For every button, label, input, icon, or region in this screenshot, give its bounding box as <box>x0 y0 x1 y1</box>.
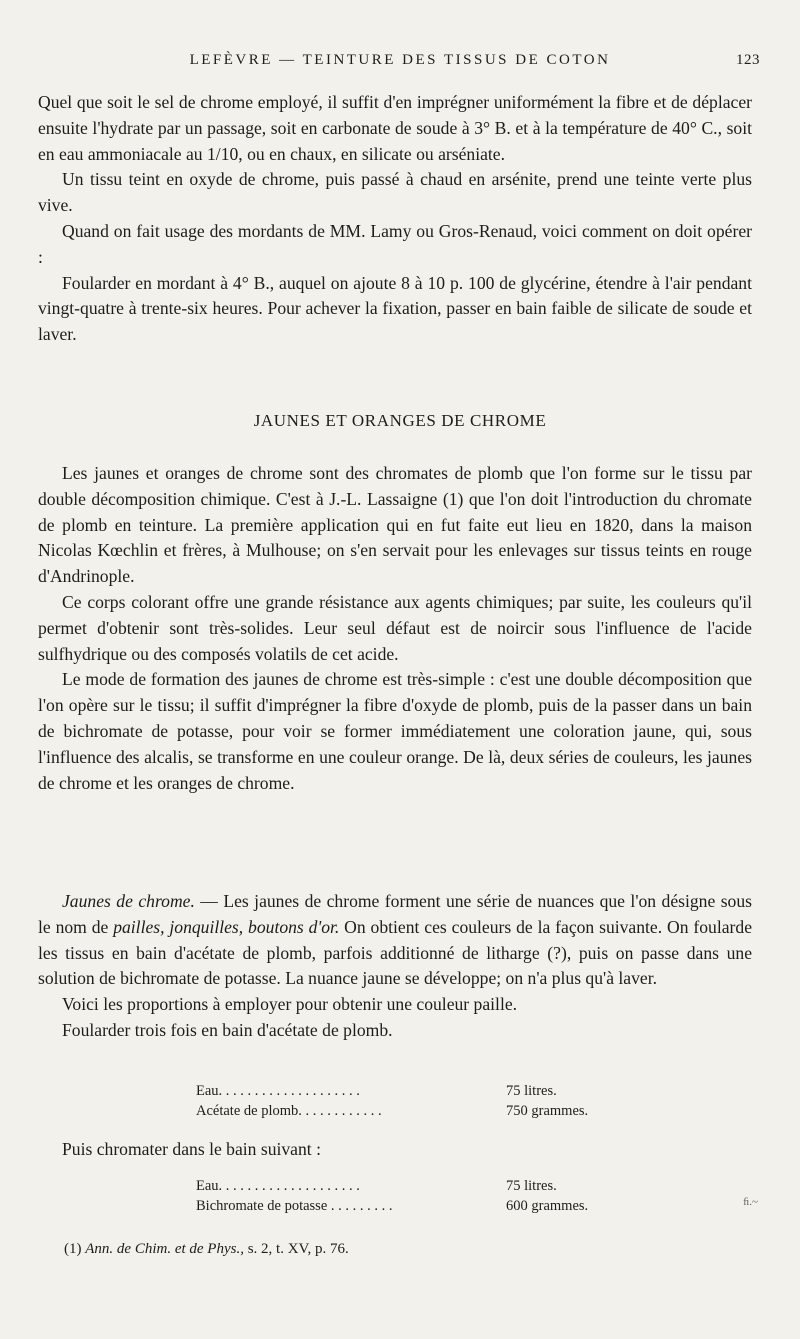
subsection-text-1: — Les jaunes de chrome forment une série de nuances que l'on désigne sous le nom de <box>38 891 752 937</box>
step-2: Puis chromater dans le bain suivant : <box>62 1139 321 1159</box>
proportions-intro: Voici les proportions à employer pour obtenir une couleur paille. <box>62 994 518 1015</box>
recipe-row <box>196 1103 610 1123</box>
corner-mark: ﬁ.~ <box>743 1196 758 1208</box>
subsection-paragraph <box>38 889 752 992</box>
top-text-block <box>38 90 752 348</box>
recipe-value: 75 litres. <box>506 1178 557 1194</box>
paragraph: Le mode de formation des jaunes de chrome est très-simple : c'est une double décomposition que l'on opère sur le tissu; il suffit d'imprégner la fibre d'oxyde de plomb, puis de la passer dans un bain de bichromate de potasse, pour voir se former immédiatement une coloration jaune, qui, sous l'influence des alcalis, se transforme en une couleur orange. De là, deux séries de couleurs, les jaunes de chrome et les oranges de chrome. <box>38 669 752 793</box>
recipe-value: 600 grammes. <box>506 1198 589 1214</box>
recipe-table-1 <box>196 1083 610 1123</box>
step-2-block <box>38 1137 752 1163</box>
running-header <box>38 52 762 78</box>
footnote-rest: s. 2, t. XV, p. 76. <box>243 1241 349 1257</box>
recipe-row <box>196 1198 610 1218</box>
footnote-marker: (1) <box>64 1241 86 1257</box>
recipe-row <box>196 1178 610 1198</box>
paragraph: Quel que soit le sel de chrome employé, il suffit d'en imprégner uniformément la fibre et de déplacer ensuite l'hydrate par un passage, soit en carbonate de soude à 3° B. et à la température de 40° C., soit en eau ammoniacale au 1/10, ou en chaux, en silicate ou arséniate. <box>38 92 752 164</box>
footnote-source: Ann. de Chim. et de Phys., <box>85 1241 244 1257</box>
section-title: JAUNES ET ORANGES DE CHROME <box>253 411 547 430</box>
subsection-text-2: On obtient ces couleurs de la façon suivante. On foularde les tissus en bain d'acétate de plomb, parfois additionné de litharge (?), puis on passe dans une solution de bichromate de potasse. La nuance jaune se développe; on n'a plus qu'à laver. <box>38 916 752 989</box>
recipe-label: Eau. . . . . . . . . . . . . . . . . . . . <box>196 1178 360 1194</box>
recipe-label: Acétate de plomb. . . . . . . . . . . . <box>196 1103 382 1119</box>
page-number: 123 <box>736 52 760 68</box>
paragraph: Foularder en mordant à 4° B., auquel on ajoute 8 à 10 p. 100 de glycérine, étendre à l'air pendant vingt-quatre à trente-six heures. Pour achever la fixation, passer en bain faible de silicate de soude et laver. <box>38 272 752 345</box>
section-text-block <box>38 461 752 796</box>
paragraph: Quand on fait usage des mordants de MM. Lamy ou Gros-Renaud, voici comment on doit opérer : <box>38 220 752 267</box>
recipe-value: 75 litres. <box>506 1083 557 1099</box>
recipe-table-2 <box>196 1178 610 1218</box>
recipe-value: 750 grammes. <box>506 1103 589 1119</box>
recipe-label: Eau. . . . . . . . . . . . . . . . . . . . <box>196 1083 360 1099</box>
paragraph: Les jaunes et oranges de chrome sont des chromates de plomb que l'on forme sur le tissu par double décomposition chimique. C'est à J.-L. Lassaigne (1) que l'on doit l'introduction du chromate de plomb en teinture. La première application qui en fut faite eut lieu en 1820, dans la maison Nicolas Kœchlin et frères, à Mulhouse; on s'en servait pour les enlevages sur tissus teints en rouge d'Andrinople. <box>38 463 752 587</box>
paragraph: Un tissu teint en oxyde de chrome, puis passé à chaud en arsénite, prend une teinte verte plus vive. <box>38 169 752 216</box>
footnote <box>64 1241 349 1258</box>
paragraph: Ce corps colorant offre une grande résistance aux agents chimiques; par suite, les couleurs qu'il permet d'obtenir sont très-solides. Leur seul défaut est de noircir sous l'influence de l'acide sulfhydrique ou des composés volatils de cet acide. <box>38 591 752 664</box>
recipe-row <box>196 1083 610 1103</box>
italic-terms: pailles, jonquilles, boutons d'or. <box>113 916 340 937</box>
running-title: LEFÈVRE — TEINTURE DES TISSUS DE COTON <box>189 52 611 68</box>
subsection-block <box>38 889 752 1044</box>
recipe-label: Bichromate de potasse . . . . . . . . . <box>196 1198 393 1214</box>
step-1: Foularder trois fois en bain d'acétate de plomb. <box>62 1019 393 1040</box>
subsection-heading: Jaunes de chrome. <box>62 891 195 911</box>
